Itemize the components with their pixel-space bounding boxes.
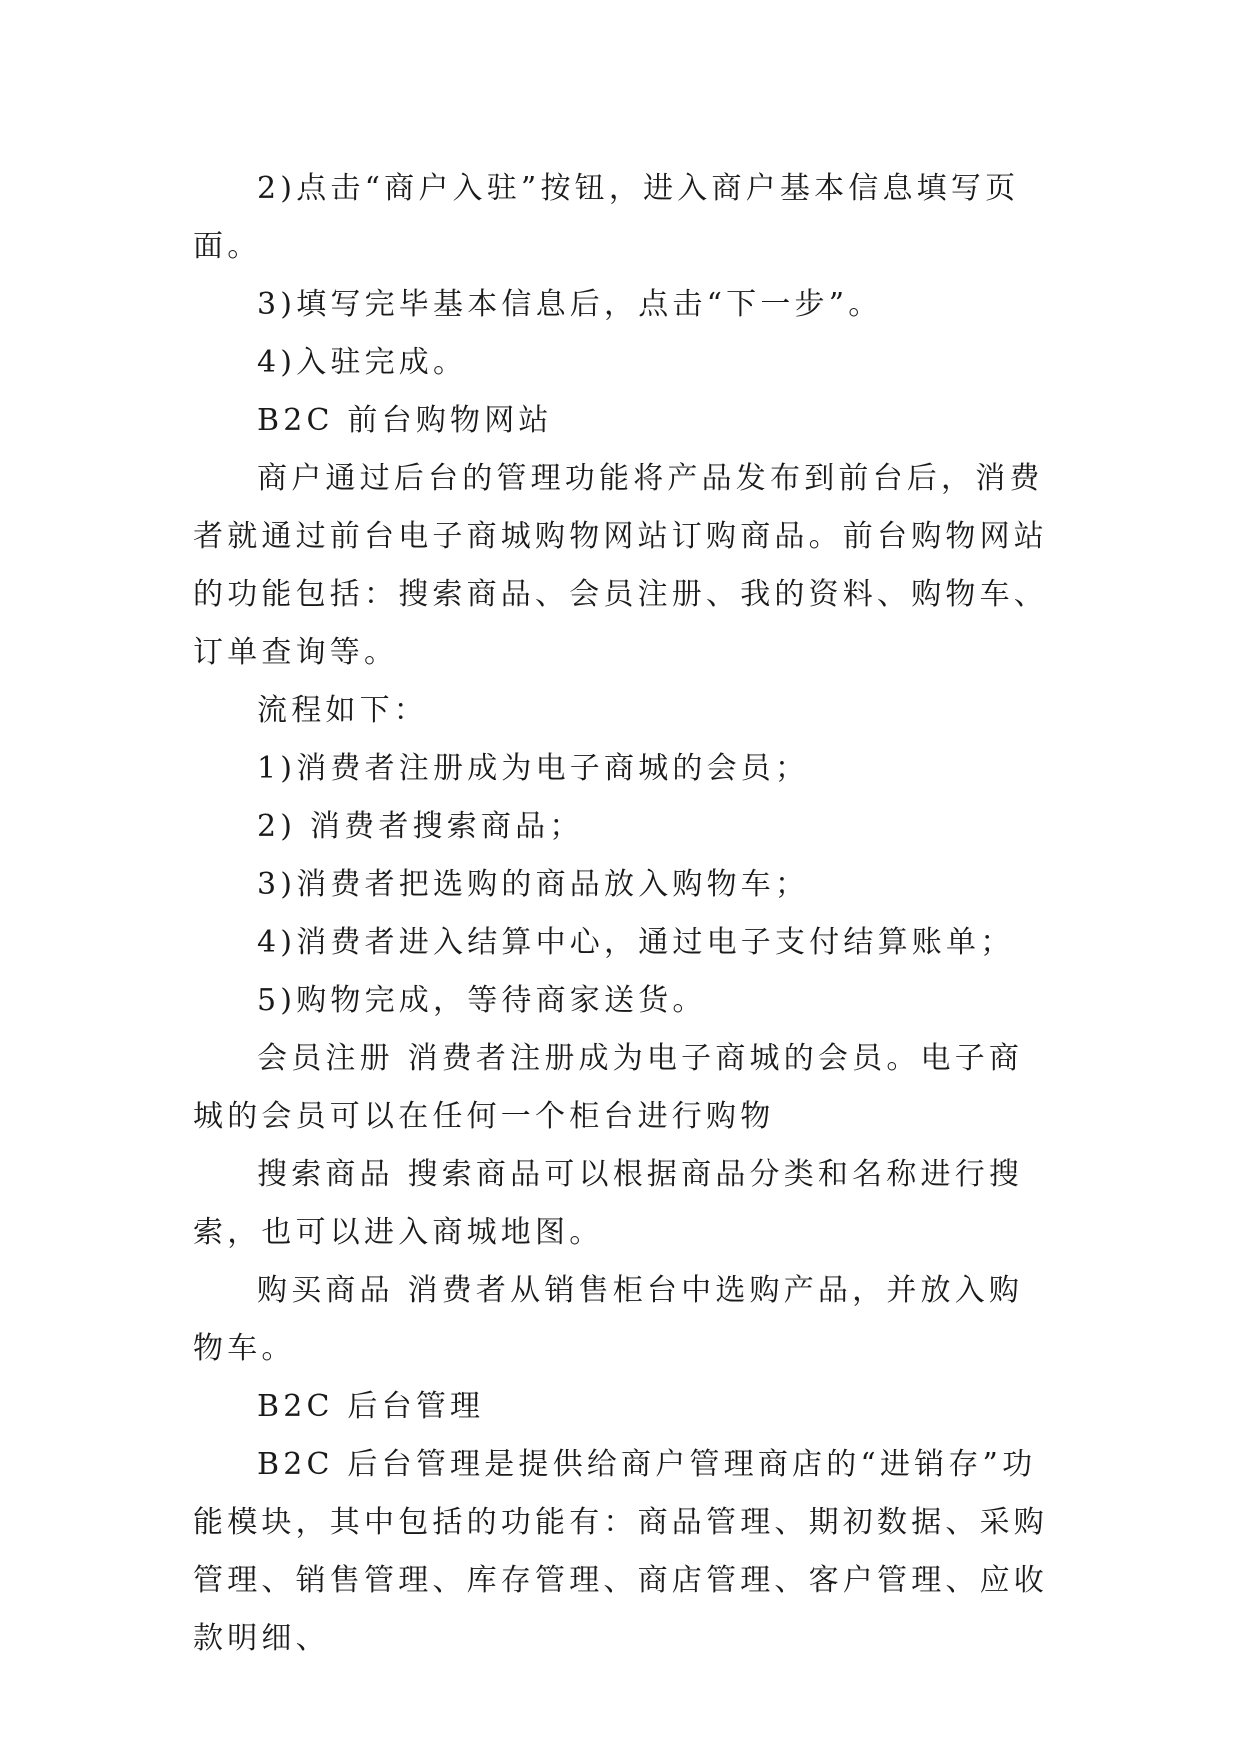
paragraph-step-2: 2)点击“商户入驻”按钮，进入商户基本信息填写页面。 [193, 171, 1020, 264]
paragraph-process-label: 流程如下： [257, 693, 428, 728]
paragraph-process-step-4: 4)消费者进入结算中心，通过电子支付结算账单； [257, 925, 1015, 960]
paragraph-frontend-intro: 商户通过后台的管理功能将产品发布到前台后，消费者就通过前台电子商城购物网站订购商品。前台购物网站的功能包括：搜索商品、会员注册、我的资料、购物车、订单查询等。 [193, 461, 1048, 670]
paragraph-step-3: 3)填写完毕基本信息后，点击“下一步”。 [257, 287, 883, 322]
paragraph-process-step-1: 1)消费者注册成为电子商城的会员； [257, 751, 810, 786]
paragraph-process-step-5: 5)购物完成，等待商家送货。 [257, 983, 707, 1018]
section-heading-frontend: B2C 前台购物网站 [257, 403, 553, 438]
paragraph-member-registration: 会员注册 消费者注册成为电子商城的会员。电子商城的会员可以在任何一个柜台进行购物 [193, 1041, 1024, 1134]
paragraph-buy-products: 购买商品 消费者从销售柜台中选购产品，并放入购物车。 [193, 1273, 1024, 1366]
document-page [193, 160, 1053, 1668]
paragraph-step-4: 4)入驻完成。 [257, 345, 468, 380]
paragraph-process-step-3: 3)消费者把选购的商品放入购物车； [257, 867, 810, 902]
paragraph-process-step-2: 2) 消费者搜索商品； [257, 809, 584, 844]
paragraph-search-products: 搜索商品 搜索商品可以根据商品分类和名称进行搜索，也可以进入商城地图。 [193, 1157, 1024, 1250]
paragraph-backend-intro: B2C 后台管理是提供给商户管理商店的“进销存”功能模块，其中包括的功能有：商品管理、期初数据、采购管理、销售管理、库存管理、商店管理、客户管理、应收款明细、 [193, 1447, 1048, 1656]
section-heading-backend: B2C 后台管理 [257, 1389, 485, 1424]
